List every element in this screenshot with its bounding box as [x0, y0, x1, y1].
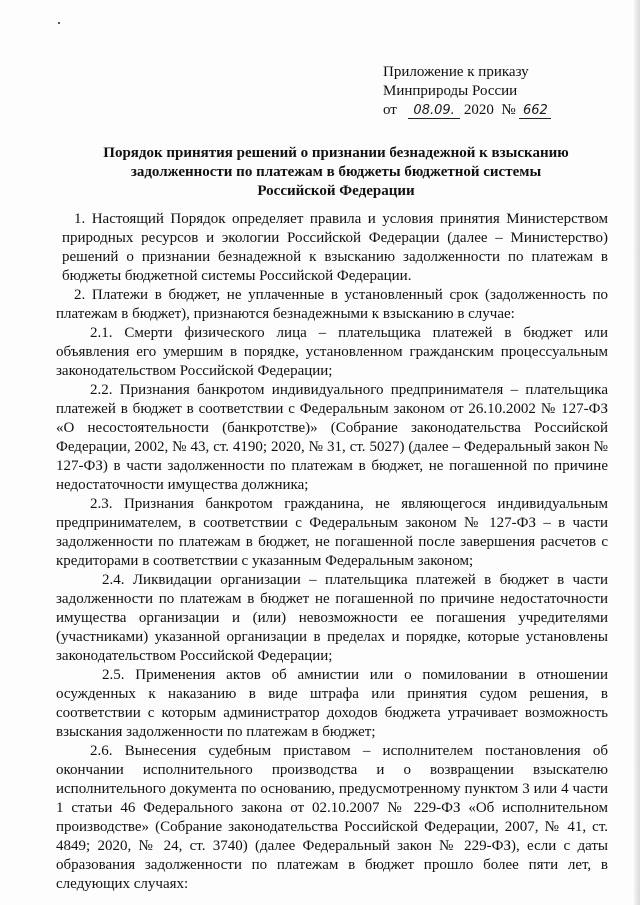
paragraph-1: 1. Настоящий Порядок определяет правила и условия принятия Министерством природных ресурсов и экологии Российской Федерации (далее – Министерство) решений о признании безнадежной к взысканию задолженности по платежам в бюджеты бюджетной системы Российской Федерации.: [62, 211, 608, 284]
paragraph-2-4: 2.4. Ликвидации организации – плательщика платежей в бюджет в части задолженности по платежам в бюджет не погашенной по причине недостаточности имущества организации и (или) невозможности ее погашения учредителями (участниками) указанной организации в пределах и порядке, которые установлены законодательством Российской Федерации;: [56, 572, 608, 664]
scan-edge-shadow: [634, 0, 640, 905]
paragraph-2-2: 2.2. Признания банкротом индивидуального предпринимателя – плательщика платежей в бюджет в соответствии с Федеральным законом от 26.10.2002 № 127-ФЗ «О несостоятельности (банкротстве)» (Собрание законодательства Российской Федерации, 2002, № 43, ст. 4190; 2020, № 31, ст. 5027) (далее – Федеральный закон № 127-ФЗ) в части задолженности по платежам в бюджет, не погашенной по причине недостаточности имущества должника;: [56, 382, 608, 493]
paragraph-2-6: 2.6. Вынесения судебным приставом – исполнителем постановления об окончании исполнительного производства и о возвращении взыскателю исполнительного документа по основанию, предусмотренному пунктом 3 или 4 части 1 статьи 46 Федерального закона от 02.10.2007 № 229-ФЗ «Об исполнительном производстве» (Собрание законодательства Российской Федерации, 2007, № 41, ст. 4849; 2020, № 24, ст. 3740) (далее Федеральный закон № 229-ФЗ), если с даты образования задолженности по платежам в бюджет прошло более пяти лет, в следующих случаях:: [56, 743, 608, 892]
title-line-2: задолженности по платежам в бюджеты бюджетной системы: [130, 164, 542, 180]
order-date-line: [383, 101, 623, 120]
title-line-3: Российской Федерации: [257, 183, 415, 199]
number-sign: №: [501, 102, 516, 118]
handwritten-order-number: 662: [519, 104, 551, 119]
appendix-header: [383, 63, 623, 120]
order-year: 2020: [463, 102, 494, 118]
appendix-label: Приложение к приказу: [383, 64, 529, 80]
handwritten-date: 08.09.: [408, 104, 460, 119]
document-title: [80, 144, 592, 201]
title-line-1: Порядок принятия решений о признании безнадежной к взысканию: [103, 145, 569, 161]
ministry-name: Минприроды России: [383, 83, 518, 99]
paragraph-2: 2. Платежи в бюджет, не уплаченные в установленный срок (задолженность по платежам в бюджет), признаются безнадежными к взысканию в случае:: [56, 287, 608, 322]
date-prefix: от: [383, 102, 397, 118]
paragraph-2-3: 2.3. Признания банкротом гражданина, не являющегося индивидуальным предпринимателем, в соответствии с Федеральным законом № 127-ФЗ – в части задолженности по платежам в бюджет, не погашенной после завершения расчетов с кредиторами в соответствии с указанным Федеральным законом;: [56, 496, 608, 569]
document-body: [56, 210, 608, 894]
scan-speck: [58, 22, 60, 24]
paragraph-2-1: 2.1. Смерти физического лица – плательщика платежей в бюджет или объявления его умершим в порядке, установленном гражданским процессуальным законодательством Российской Федерации;: [56, 325, 608, 379]
paragraph-2-5: 2.5. Применения актов об амнистии или о помиловании в отношении осужденных к наказанию в виде штрафа или принятия судом решения, в соответствии с которым администратор доходов бюджета утрачивает возможность взыскания задолженности по платежам в бюджет;: [56, 667, 608, 740]
